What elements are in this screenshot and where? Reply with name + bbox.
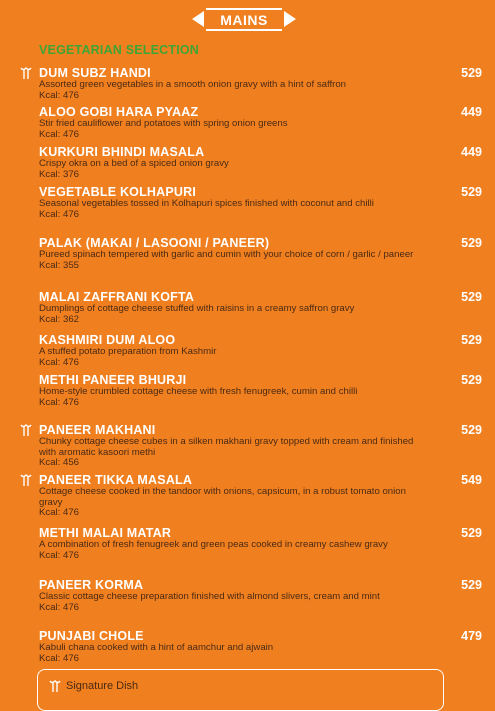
menu-item <box>39 105 482 140</box>
menu-item <box>39 578 482 613</box>
dish-name: DUM SUBZ HANDI <box>39 66 151 80</box>
dish-description: Assorted green vegetables in a smooth onion gravy with a hint of saffron <box>39 79 347 90</box>
dish-kcal: Kcal: 476 <box>39 89 80 101</box>
menu-item <box>39 629 482 664</box>
dish-kcal: Kcal: 476 <box>39 208 80 220</box>
dish-price: 529 <box>461 185 482 199</box>
dish-description: Pureed spinach tempered with garlic and cumin with your choice of corn / garlic / paneer <box>39 249 414 260</box>
dish-kcal: Kcal: 476 <box>39 549 80 561</box>
dish-kcal: Kcal: 376 <box>39 168 80 180</box>
menu-item <box>39 423 482 469</box>
dish-name: PANEER MAKHANI <box>39 423 156 437</box>
dish-name: PANEER KORMA <box>39 578 144 592</box>
dish-kcal: Kcal: 362 <box>39 313 80 325</box>
menu-item <box>39 526 482 561</box>
signature-dish-icon <box>19 423 33 437</box>
dish-description: Stir fried cauliflower and potatoes with spring onion greens <box>39 118 288 129</box>
dish-price: 529 <box>461 373 482 387</box>
menu-item <box>39 236 482 271</box>
dish-name: KURKURI BHINDI MASALA <box>39 145 205 159</box>
dish-name: METHI PANEER BHURJI <box>39 373 187 387</box>
dish-description: Chunky cottage cheese cubes in a silken makhani gravy topped with cream and finished with aromatic kasoori methi <box>39 436 414 458</box>
signature-dish-icon <box>19 473 33 487</box>
section-heading: VEGETARIAN SELECTION <box>39 43 200 57</box>
dish-price: 479 <box>461 629 482 643</box>
dish-name: PALAK (MAKAI / LASOONI / PANEER) <box>39 236 270 250</box>
dish-description: Kabuli chana cooked with a hint of aamchur and ajwain <box>39 642 274 653</box>
dish-description: Classic cottage cheese preparation finished with almond slivers, cream and mint <box>39 591 380 602</box>
legend-row <box>48 679 138 693</box>
dish-name: ALOO GOBI HARA PYAAZ <box>39 105 199 119</box>
dish-price: 449 <box>461 145 482 159</box>
dish-kcal: Kcal: 476 <box>39 356 80 368</box>
dish-description: Seasonal vegetables tossed in Kolhapuri spices finished with coconut and chilli <box>39 198 374 209</box>
menu-item <box>39 473 482 519</box>
dish-name: PUNJABI CHOLE <box>39 629 144 643</box>
dish-description: A combination of fresh fenugreek and green peas cooked in creamy cashew gravy <box>39 539 388 550</box>
dish-name: VEGETABLE KOLHAPURI <box>39 185 197 199</box>
dish-kcal: Kcal: 476 <box>39 601 80 613</box>
dish-price: 529 <box>461 290 482 304</box>
dish-description: A stuffed potato preparation from Kashmir <box>39 346 217 357</box>
banner-left-arrow <box>192 11 204 27</box>
page-title: MAINS <box>220 11 268 28</box>
legend-box <box>37 669 444 711</box>
dish-price: 529 <box>461 333 482 347</box>
dish-name: KASHMIRI DUM ALOO <box>39 333 176 347</box>
dish-kcal: Kcal: 476 <box>39 652 80 664</box>
menu-item <box>39 66 482 101</box>
dish-kcal: Kcal: 476 <box>39 396 80 408</box>
dish-description: Cottage cheese cooked in the tandoor with onions, capsicum, in a robust tomato onion gravy <box>39 486 406 508</box>
dish-price: 529 <box>461 423 482 437</box>
dish-price: 529 <box>461 526 482 540</box>
mains-banner <box>192 8 296 31</box>
menu-item <box>39 333 482 368</box>
signature-dish-icon <box>48 679 62 693</box>
dish-price: 529 <box>461 578 482 592</box>
dish-name: MALAI ZAFFRANI KOFTA <box>39 290 195 304</box>
dish-price: 529 <box>461 66 482 80</box>
dish-price: 529 <box>461 236 482 250</box>
dish-price: 449 <box>461 105 482 119</box>
dish-price: 549 <box>461 473 482 487</box>
menu-item <box>39 185 482 220</box>
menu-item <box>39 290 482 325</box>
dish-name: METHI MALAI MATAR <box>39 526 172 540</box>
signature-dish-icon <box>19 66 33 80</box>
menu-item <box>39 373 482 408</box>
dish-kcal: Kcal: 355 <box>39 259 80 271</box>
dish-description: Home-style crumbled cottage cheese with fresh fenugreek, cumin and chilli <box>39 386 358 397</box>
dish-kcal: Kcal: 476 <box>39 507 80 518</box>
dish-kcal: Kcal: 476 <box>39 128 80 140</box>
banner-right-arrow <box>284 11 296 27</box>
dish-description: Dumplings of cottage cheese stuffed with raisins in a creamy saffron gravy <box>39 303 355 314</box>
legend-label: Signature Dish <box>66 680 139 692</box>
dish-kcal: Kcal: 456 <box>39 457 80 468</box>
dish-description: Crispy okra on a bed of a spiced onion gravy <box>39 158 229 169</box>
menu-item <box>39 145 482 180</box>
dish-name: PANEER TIKKA MASALA <box>39 473 193 487</box>
